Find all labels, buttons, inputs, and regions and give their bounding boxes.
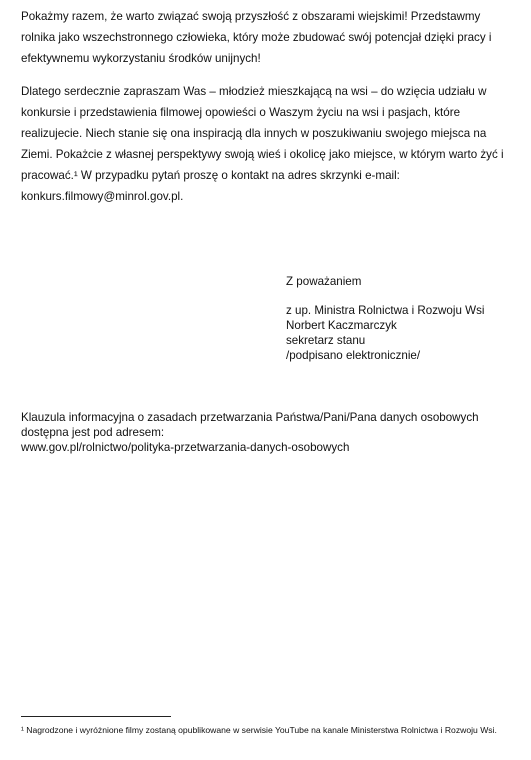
body-paragraph-1: Pokażmy razem, że warto związać swoją przyszłość z obszarami wiejskimi! Przedstawmy rolnika jako wszechstronnego człowieka, który może zbudować swój potencjał dzięki pracy i efektywnemu wykorzystaniu środków unijnych! — [21, 10, 492, 65]
privacy-clause-line-2: dostępna jest pod adresem: — [21, 426, 165, 439]
privacy-clause-line-1: Klauzula informacyjna o zasadach przetwarzania Państwa/Pani/Pana danych osobowych — [21, 411, 479, 424]
privacy-policy-link[interactable]: www.gov.pl/rolnictwo/polityka-przetwarzania-danych-osobowych — [21, 441, 350, 454]
body-paragraph-2: Dlatego serdecznie zapraszam Was – młodzież mieszkającą na wsi – do wzięcia udziału w konkursie i przedstawienia filmowej opowieści o Waszym życiu na wsi i pasjach, które realizujecie. Niech stanie się ona inspiracją dla innych w poszukiwaniu swojego miejsca na Ziemi. Pokażcie z własnej perspektywy swoją wieś i okolicę jako miejsce, w którym warto żyć i pracować.¹ W przypadku pytań proszę o kontakt na adres skrzynki e-mail: konkurs.filmowy@minrol.gov.pl. — [21, 85, 504, 203]
signature-on-behalf: z up. Ministra Rolnictwa i Rozwoju Wsi — [286, 304, 485, 317]
footnote-text: ¹ Nagrodzone i wyróżnione filmy zostaną opublikowane w serwisie YouTube na kanale Ministerstwa Rolnictwa i Rozwoju Wsi. — [21, 725, 497, 735]
signature-name: Norbert Kaczmarczyk — [286, 319, 397, 332]
footnote-divider — [21, 716, 171, 717]
signature-block — [286, 303, 521, 363]
signature-greeting: Z poważaniem — [286, 275, 362, 288]
privacy-clause — [21, 410, 521, 455]
signature-signed-note: /podpisano elektronicznie/ — [286, 349, 421, 362]
signature-position: sekretarz stanu — [286, 334, 366, 347]
